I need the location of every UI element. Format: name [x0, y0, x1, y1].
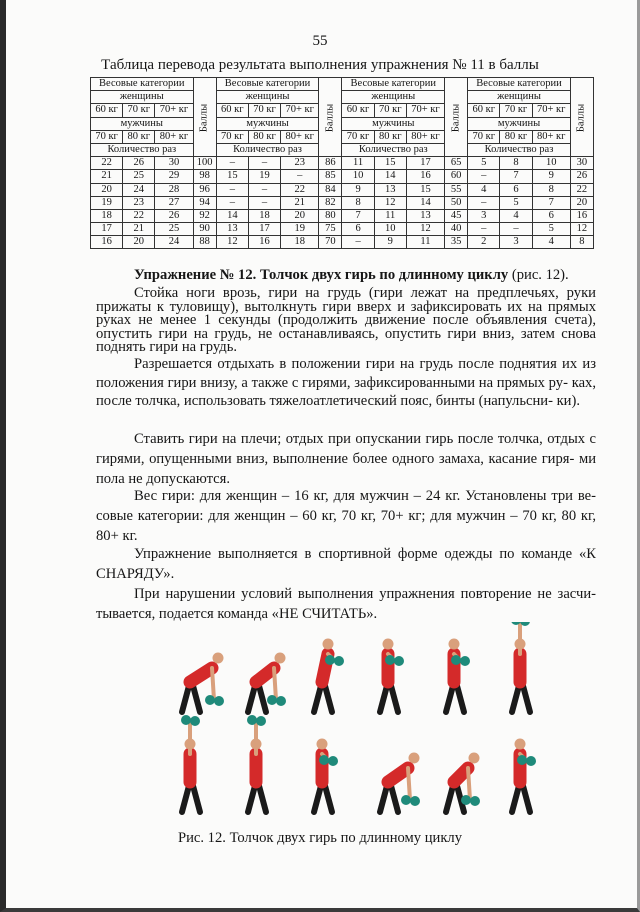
torso [388, 768, 408, 782]
points-header: Баллы [570, 78, 593, 157]
kettlebell-left [451, 655, 461, 665]
reps-cell: 12 [216, 236, 248, 249]
points-cell: 80 [319, 209, 342, 222]
men-weight-header: 80 кг [374, 130, 406, 143]
points-cell: 75 [319, 223, 342, 236]
points-cell: 22 [570, 183, 593, 196]
reps-cell: 23 [281, 157, 319, 170]
reps-cell: – [468, 223, 500, 236]
head [449, 639, 460, 650]
page-number: 55 [312, 33, 328, 49]
reps-cell: 9 [374, 236, 406, 249]
reps-cell: – [468, 196, 500, 209]
women-weight-header: 60 кг [91, 104, 123, 117]
weight-category-header: Весовые категории [468, 78, 571, 91]
p3-line-1: Ставить гири на плечи; отдых при опускании гирь после толчка, отдых [134, 431, 586, 447]
reps-cell: 21 [123, 223, 155, 236]
points-cell: 85 [319, 170, 342, 183]
exercise-heading [96, 267, 596, 284]
p3-line-2: с гирями, опущенными вниз, выполнение более одного замаха, касание гиря- [96, 431, 596, 467]
reps-cell: 4 [532, 236, 570, 249]
women-weight-header: 70+ кг [532, 104, 570, 117]
kettlebell-jerk-figure [160, 622, 540, 822]
reps-header: Количество раз [216, 143, 319, 156]
reps-cell: – [216, 183, 248, 196]
reps-cell: 18 [91, 209, 123, 222]
weight-category-header: Весовые категории [216, 78, 319, 91]
reps-cell: 19 [281, 223, 319, 236]
paragraph-5 [96, 545, 596, 585]
reps-cell: 19 [248, 170, 280, 183]
points-cell: 70 [319, 236, 342, 249]
reps-cell: 9 [342, 183, 374, 196]
p1-line-1: Стойка ноги врозь, гири на грудь (гири лежат на предплечьях, руки [134, 285, 596, 301]
reps-cell: 7 [532, 196, 570, 209]
reps-cell: 12 [374, 196, 406, 209]
reps-cell: – [281, 170, 319, 183]
torso [256, 668, 274, 682]
reps-cell: 10 [374, 223, 406, 236]
points-cell: 8 [570, 236, 593, 249]
p5-line-1: Упражнение выполняется в спортивной форме одежды по команде [134, 546, 573, 562]
men-weight-header: 80 кг [248, 130, 280, 143]
points-cell: 90 [193, 223, 216, 236]
reps-cell: 17 [248, 223, 280, 236]
weight-category-header: Весовые категории [342, 78, 445, 91]
torso [190, 668, 212, 682]
reps-cell: 19 [91, 196, 123, 209]
reps-cell: 25 [155, 223, 193, 236]
women-header: женщины [216, 91, 319, 104]
kettlebell-left [319, 755, 329, 765]
figure-caption: Рис. 12. Толчок двух гирь по длинному циклу [177, 830, 462, 846]
reps-cell: 8 [532, 183, 570, 196]
athlete-pose [446, 753, 480, 813]
arm [274, 668, 276, 700]
points-cell: 94 [193, 196, 216, 209]
reps-cell: – [342, 236, 374, 249]
women-weight-header: 70 кг [248, 104, 280, 117]
women-weight-header: 70 кг [374, 104, 406, 117]
figure-reference: (рис. 12). [508, 267, 569, 283]
table-header-row [91, 78, 594, 91]
reps-cell: 11 [374, 209, 406, 222]
points-cell: 16 [570, 209, 593, 222]
women-weight-header: 70+ кг [281, 104, 319, 117]
reps-cell: 18 [248, 209, 280, 222]
p1-line-3: руках не менее 1 секунды (продолжить движение после объявления счета), [96, 312, 596, 329]
points-cell: 50 [445, 196, 468, 209]
athlete-pose [181, 715, 200, 812]
kettlebell-left [325, 655, 335, 665]
reps-cell: 27 [155, 196, 193, 209]
head [317, 739, 328, 750]
kettlebell-right [470, 796, 480, 806]
kettlebell-left [247, 715, 257, 725]
men-weight-header: 70 кг [342, 130, 374, 143]
points-cell: 26 [570, 170, 593, 183]
reps-cell: 11 [406, 236, 444, 249]
paragraph-4 [96, 487, 596, 546]
points-cell: 86 [319, 157, 342, 170]
arm [468, 768, 470, 800]
reps-cell: 5 [532, 223, 570, 236]
points-cell: 88 [193, 236, 216, 249]
women-weight-header: 70+ кг [155, 104, 193, 117]
reps-cell: 4 [468, 183, 500, 196]
reps-cell: 2 [468, 236, 500, 249]
table-row [91, 196, 594, 209]
reps-cell: 20 [123, 236, 155, 249]
points-cell: 82 [319, 196, 342, 209]
paragraph-1 [96, 287, 596, 355]
torso [454, 768, 468, 782]
kettlebell-right [328, 756, 338, 766]
kettlebell-right [394, 656, 404, 666]
weight-category-header: Весовые категории [91, 78, 194, 91]
women-weight-header: 70+ кг [406, 104, 444, 117]
p2-line-2: положения гири внизу, а также с гирями, зафиксированными на прямых ру- [96, 374, 568, 391]
reps-cell: 16 [406, 170, 444, 183]
points-header: Баллы [445, 78, 468, 157]
reps-cell: 13 [374, 183, 406, 196]
reps-cell: 20 [91, 183, 123, 196]
reps-cell: – [216, 157, 248, 170]
table-row [91, 170, 594, 183]
reps-cell: 30 [155, 157, 193, 170]
men-weight-header: 70 кг [216, 130, 248, 143]
men-weight-header: 80+ кг [155, 130, 193, 143]
reps-cell: 10 [342, 170, 374, 183]
women-header: женщины [342, 91, 445, 104]
table-row [91, 209, 594, 222]
athlete-pose [512, 739, 536, 813]
reps-cell: 11 [342, 157, 374, 170]
athlete-pose [247, 715, 266, 812]
athlete-pose [314, 639, 344, 713]
head [213, 653, 224, 664]
head [515, 739, 526, 750]
reps-cell: 8 [342, 196, 374, 209]
men-weight-header: 70 кг [91, 130, 123, 143]
head [323, 639, 334, 650]
reps-header: Количество раз [342, 143, 445, 156]
head [469, 753, 480, 764]
exercise-title: Упражнение № 12. Толчок двух гирь по длинному циклу [134, 267, 509, 283]
points-cell: 12 [570, 223, 593, 236]
reps-cell: 18 [281, 236, 319, 249]
women-header: женщины [91, 91, 194, 104]
table-row [91, 236, 594, 249]
p4-line-3: 80+ кг. [96, 527, 138, 544]
reps-cell: 14 [374, 170, 406, 183]
reps-cell: 5 [468, 157, 500, 170]
reps-cell: 24 [123, 183, 155, 196]
kettlebell-left [401, 795, 411, 805]
reps-cell: 6 [532, 209, 570, 222]
reps-cell: 7 [342, 209, 374, 222]
head [275, 653, 286, 664]
reps-cell: 28 [155, 183, 193, 196]
points-cell: 40 [445, 223, 468, 236]
arm [212, 668, 214, 700]
table-row [91, 223, 594, 236]
points-header: Баллы [319, 78, 342, 157]
men-header: мужчины [91, 117, 194, 130]
kettlebell-right [256, 716, 266, 726]
p4-line-1: Вес гири: для женщин – 16 кг, для мужчин – 24 кг. Установлены три ве- [134, 488, 596, 504]
men-weight-header: 80+ кг [406, 130, 444, 143]
kettlebell-left [517, 755, 527, 765]
p4-line-2: совые категории: для женщин – 60 кг, 70 кг, 70+ кг; для мужчин – 70 кг, 80 кг, [96, 507, 596, 524]
reps-cell: 6 [500, 183, 532, 196]
men-header: мужчины [216, 117, 319, 130]
reps-cell: 23 [123, 196, 155, 209]
reps-cell: 13 [216, 223, 248, 236]
reps-cell: 13 [406, 209, 444, 222]
kettlebell-right [334, 656, 344, 666]
kettlebell-left [205, 695, 215, 705]
reps-cell: 21 [91, 170, 123, 183]
kettlebell-right [410, 796, 420, 806]
kettlebell-left [385, 655, 395, 665]
reps-cell: 9 [532, 170, 570, 183]
points-cell: 96 [193, 183, 216, 196]
women-weight-header: 60 кг [342, 104, 374, 117]
reps-cell: 17 [406, 157, 444, 170]
reps-header: Количество раз [91, 143, 194, 156]
table-title: Таблица перевода результата выполнения упражнения № 11 в баллы [101, 57, 539, 73]
reps-cell: 29 [155, 170, 193, 183]
points-cell: 30 [570, 157, 593, 170]
reps-cell: 6 [342, 223, 374, 236]
reps-header: Количество раз [468, 143, 571, 156]
scores-conversion-table [90, 77, 594, 249]
kettlebell-right [276, 696, 286, 706]
head [409, 753, 420, 764]
reps-cell: 15 [216, 170, 248, 183]
points-cell: 65 [445, 157, 468, 170]
reps-cell: 26 [155, 209, 193, 222]
reps-cell: 21 [281, 196, 319, 209]
athlete-pose [446, 639, 470, 713]
women-header: женщины [468, 91, 571, 104]
men-header: мужчины [468, 117, 571, 130]
reps-cell: 5 [500, 196, 532, 209]
reps-cell: 24 [155, 236, 193, 249]
points-cell: 45 [445, 209, 468, 222]
points-cell: 55 [445, 183, 468, 196]
men-header: мужчины [342, 117, 445, 130]
men-weight-header: 80+ кг [281, 130, 319, 143]
reps-cell: 17 [91, 223, 123, 236]
points-cell: 35 [445, 236, 468, 249]
athlete-pose [380, 753, 420, 813]
women-weight-header: 70 кг [500, 104, 532, 117]
kettlebell-right [526, 756, 536, 766]
points-cell: 20 [570, 196, 593, 209]
reps-cell: 15 [374, 157, 406, 170]
kettlebell-right [460, 656, 470, 666]
reps-cell: 4 [500, 209, 532, 222]
reps-cell: – [248, 157, 280, 170]
reps-cell: – [500, 223, 532, 236]
reps-cell: – [468, 170, 500, 183]
points-cell: 92 [193, 209, 216, 222]
kettlebell-right [214, 696, 224, 706]
p1-line-2: прижаты к туловищу), вытолкнуть гири вверх и зафиксировать их на прямых [96, 298, 596, 315]
reps-cell: 14 [216, 209, 248, 222]
men-weight-header: 70 кг [468, 130, 500, 143]
reps-cell: 22 [123, 209, 155, 222]
p2-line-4: ки). [556, 393, 581, 410]
head [383, 639, 394, 650]
p3-line-3: ми пола не допускаются. [96, 450, 596, 487]
paragraph-2 [96, 355, 596, 411]
women-weight-header: 60 кг [468, 104, 500, 117]
men-weight-header: 80+ кг [532, 130, 570, 143]
reps-cell: 7 [500, 170, 532, 183]
men-weight-header: 80 кг [500, 130, 532, 143]
table-row [91, 157, 594, 170]
p2-line-3: ках, после толчка, использовать тяжелоатлетический пояс, бинты (напульсни- [96, 374, 596, 410]
points-cell: 84 [319, 183, 342, 196]
reps-cell: 3 [468, 209, 500, 222]
points-cell: 100 [193, 157, 216, 170]
kettlebell-left [461, 795, 471, 805]
reps-cell: 16 [248, 236, 280, 249]
table-row [91, 183, 594, 196]
arm [408, 768, 410, 800]
athlete-pose [182, 653, 224, 713]
reps-cell: 14 [406, 196, 444, 209]
women-weight-header: 60 кг [216, 104, 248, 117]
p6-line-1: При нарушении условий выполнения упражнения повторение не засчи- [134, 586, 596, 602]
reps-cell: 3 [500, 236, 532, 249]
athlete-pose [380, 639, 404, 713]
kettlebell-left [267, 695, 277, 705]
p1-line-5: поднять гири на грудь. [96, 339, 237, 356]
reps-cell: 16 [91, 236, 123, 249]
paragraph-6 [96, 585, 596, 625]
p6-line-2: тывается, подается команда «НЕ СЧИТАТЬ». [96, 605, 378, 622]
men-weight-header: 80 кг [123, 130, 155, 143]
kettlebell-left [181, 715, 191, 725]
p1-line-4: опустить гири на грудь, не останавливаясь, опустить гири вниз, затем снова [96, 325, 596, 342]
points-cell: 60 [445, 170, 468, 183]
reps-cell: 22 [281, 183, 319, 196]
p2-line-1: Разрешается отдыхать в положении гири на грудь после поднятия их из [134, 356, 596, 372]
p5-line-2: «К СНАРЯДУ». [96, 546, 596, 582]
reps-cell: 22 [91, 157, 123, 170]
kettlebell-right [190, 716, 200, 726]
reps-cell: – [248, 196, 280, 209]
reps-cell: 15 [406, 183, 444, 196]
reps-cell: 20 [281, 209, 319, 222]
athlete-pose [314, 739, 338, 813]
reps-cell: 10 [532, 157, 570, 170]
points-cell: 98 [193, 170, 216, 183]
reps-cell: – [216, 196, 248, 209]
reps-cell: 12 [406, 223, 444, 236]
reps-cell: 26 [123, 157, 155, 170]
reps-cell: 25 [123, 170, 155, 183]
reps-cell: 8 [500, 157, 532, 170]
athlete-pose [248, 653, 286, 713]
points-header: Баллы [193, 78, 216, 157]
reps-cell: – [248, 183, 280, 196]
athlete-pose [511, 622, 530, 712]
women-weight-header: 70 кг [123, 104, 155, 117]
paragraph-3 [96, 430, 596, 489]
